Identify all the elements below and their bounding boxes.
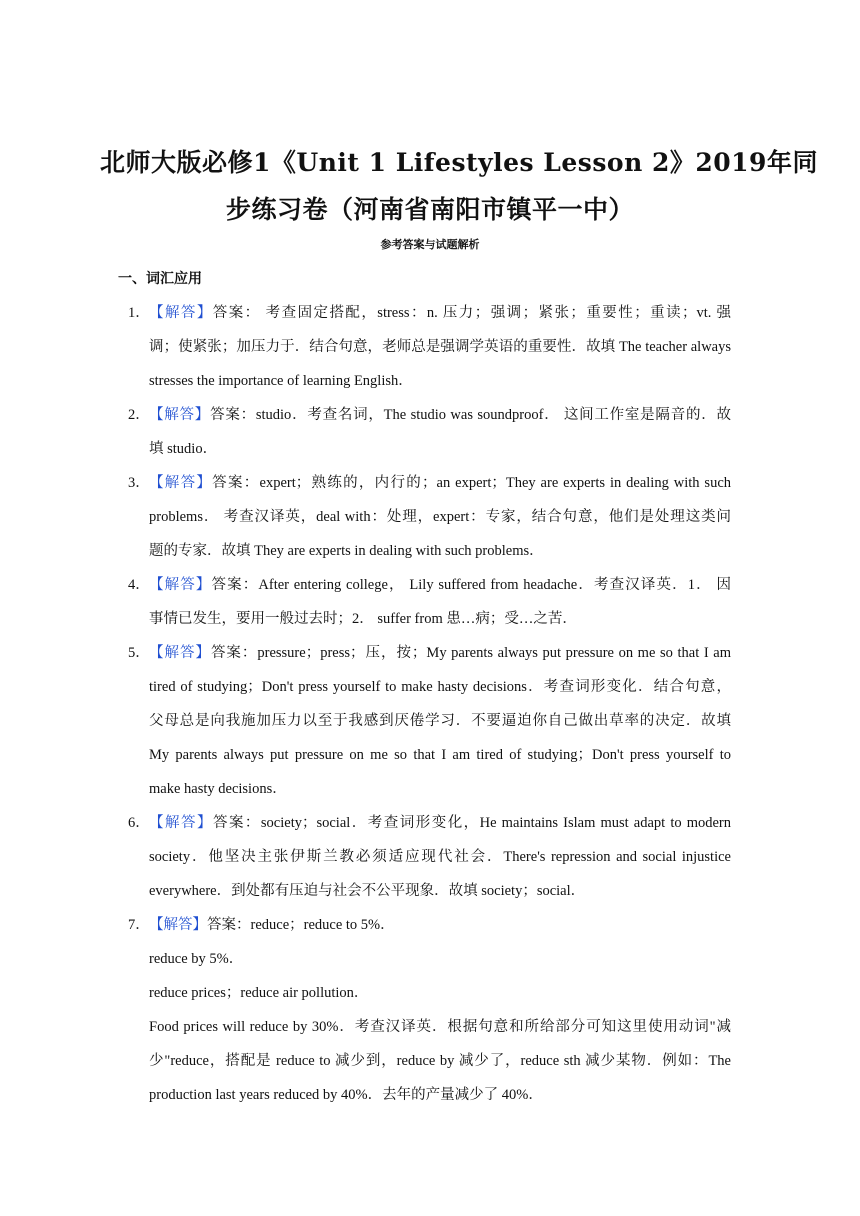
item-line [149,303,731,323]
item-line: 调；使紧张；加压力于．结合句意，老师总是强调学英语的重要性．故填 The teacher always [149,339,731,355]
item-line: make hasty decisions． [149,781,287,797]
item-line: My parents always put pressure on me so that I am tired of studying；Don't press yourself to [149,747,731,763]
doc-title-line2: 步练习卷（河南省南阳市镇平一中） [225,195,634,224]
item-text: 答案：pressure；press；压，按；My parents always put pressure on me so that I am [210,645,731,661]
item-number: 3． [128,475,150,491]
item-line [149,915,731,935]
item-text: 答案：After entering college， Lily suffered from headache．考查汉译英．1． 因 [211,577,732,593]
answer-tag: 【解答】 [149,305,213,321]
doc-subtitle: 参考答案与试题解析 [380,238,480,251]
item-line: 少"reduce，搭配是 reduce to 减少到，reduce by 减少了，reduce sth 减少某物．例如：The [149,1053,731,1069]
item-line: production last years reduced by 40%．去年的产量减少了 40%． [149,1087,543,1103]
item-number: 2． [128,407,150,423]
item-line: reduce by 5%． [149,951,244,967]
item-line [149,575,731,595]
item-number: 7． [128,917,150,933]
item-line: everywhere．到处都有压迫与社会不公平现象．故填 society；social． [149,883,586,899]
item-line: problems． 考查汉译英，deal with：处理，expert：专家，结合句意，他们是处理这类问 [149,509,731,525]
item-line [149,643,731,663]
answer-tag: 【解答】 [149,645,211,661]
item-line: 填 studio． [149,441,218,457]
item-text: 答案： 考查固定搭配，stress：n. 压力；强调；紧张；重要性；重读；vt. 强 [212,305,731,321]
item-line: 父母总是向我施加压力以至于我感到厌倦学习．不要逼迫你自己做出草率的决定．故填 [149,713,731,729]
item-text: 答案：expert；熟练的，内行的；an expert；They are experts in dealing with such [212,475,732,491]
item-line [149,473,731,493]
item-text: 答案：society；social．考查词形变化，He maintains Islam must adapt to modern [212,815,731,831]
item-text: 答案：studio．考查名词，The studio was soundproof． 这间工作室是隔音的．故 [210,407,731,423]
item-text: 答案：reduce；reduce to 5%． [207,917,395,933]
answer-tag: 【解答】 [149,475,213,491]
item-number: 4． [128,577,150,593]
item-line [149,813,731,833]
answer-tag: 【解答】 [149,917,207,933]
item-line: reduce prices；reduce air pollution． [149,985,369,1001]
item-line [149,405,731,425]
answer-tag: 【解答】 [149,577,212,593]
answer-tag: 【解答】 [149,815,213,831]
item-line: stresses the importance of learning English． [149,373,413,389]
doc-title-line1: 北师大版必修1《Unit 1 Lifestyles Lesson 2》2019年同 [100,148,818,177]
item-line: tired of studying；Don't press yourself to make hasty decisions．考查词形变化．结合句意， [149,679,731,695]
item-number: 1． [128,305,150,321]
answer-tag: 【解答】 [149,407,211,423]
item-number: 5． [128,645,150,661]
item-line: society．他坚决主张伊斯兰教必须适应现代社会．There's repression and social injustice [149,849,731,865]
item-line: Food prices will reduce by 30%．考查汉译英．根据句意和所给部分可知这里使用动词"减 [149,1019,731,1035]
item-line: 题的专家．故填 They are experts in dealing with such problems． [149,543,544,559]
item-line: 事情已发生，要用一般过去时；2． suffer from 患…病；受…之苦． [149,611,577,627]
section-heading: 一、词汇应用 [118,271,202,287]
item-number: 6． [128,815,150,831]
